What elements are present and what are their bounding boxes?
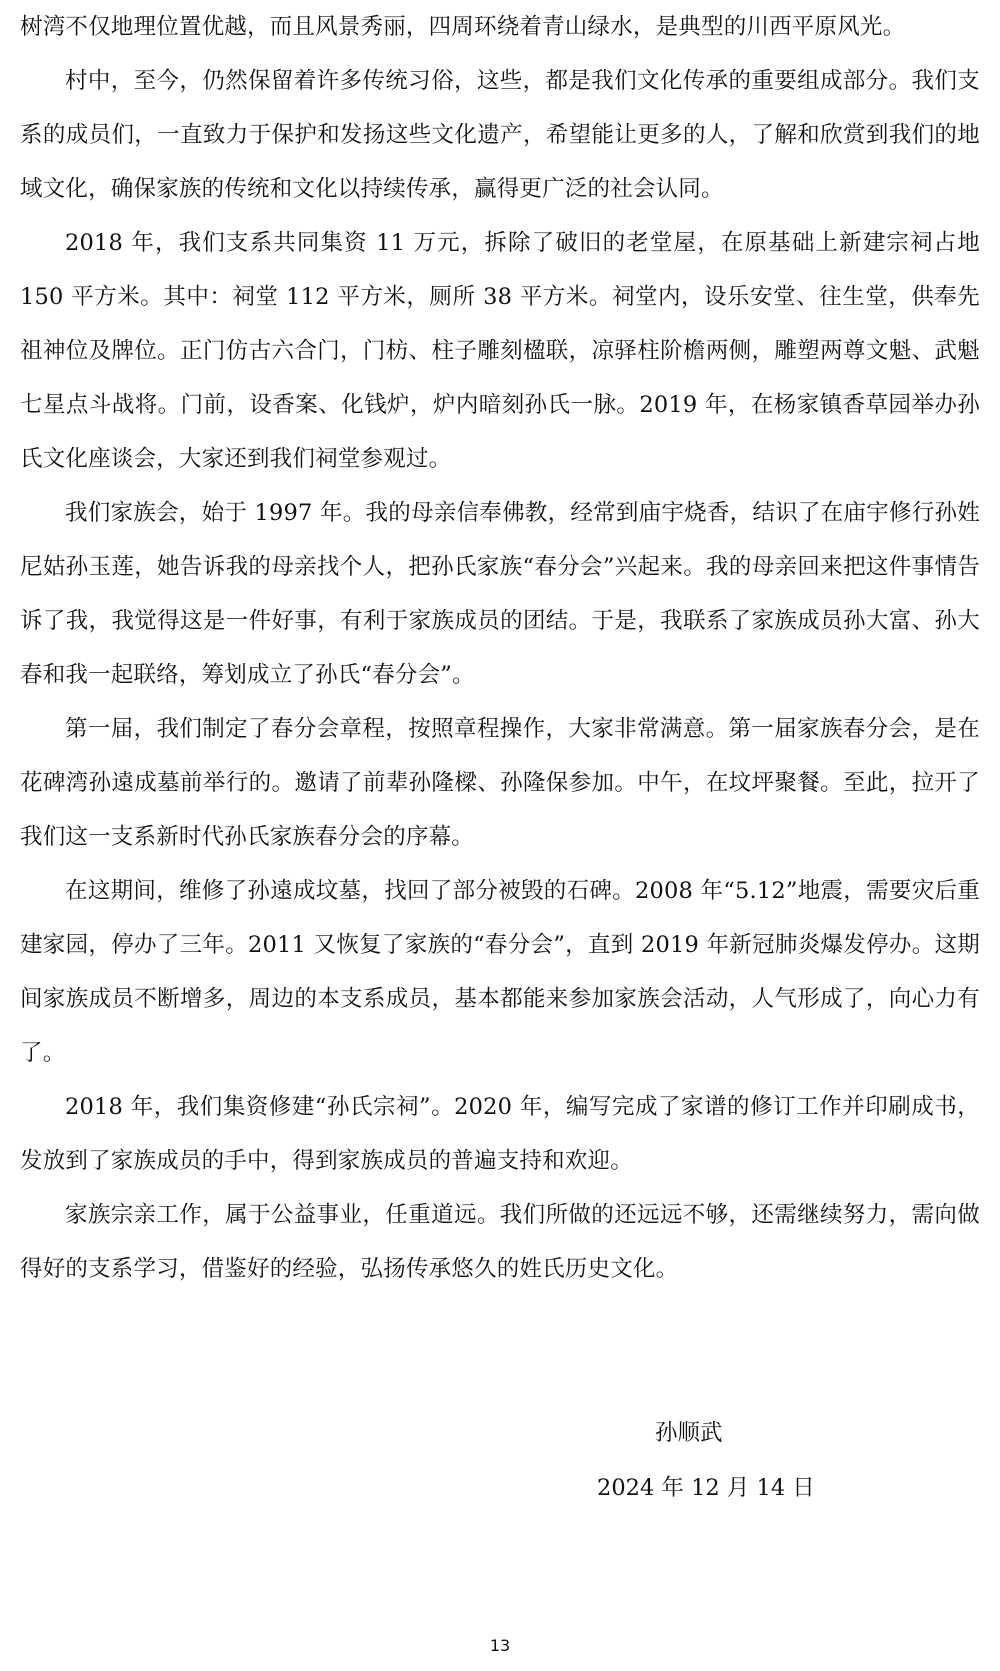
paragraph-2: 村中，至今，仍然保留着许多传统习俗，这些，都是我们文化传承的重要组成部分。我们支系的成员们，一直致力于保护和发扬这些文化遗产，希望能让更多的人，了解和欣赏到我们的地域文化，确保家族的传统和文化以持续传承，赢得更广泛的社会认同。 (20, 68, 980, 202)
body-text (20, 0, 980, 1296)
signature-date: 2024 年 12 月 14 日 (597, 1475, 815, 1501)
author-signature: 孙顺武 (655, 1420, 723, 1446)
page-number: 13 (489, 1636, 511, 1655)
paragraph-5: 第一届，我们制定了春分会章程，按照章程操作，大家非常满意。第一届家族春分会，是在花碑湾孙遠成墓前举行的。邀请了前辈孙隆樑、孙隆保参加。中午，在坟坪聚餐。至此，拉开了我们这一支系新时代孙氏家族春分会的序幕。 (20, 716, 980, 850)
paragraph-8: 家族宗亲工作，属于公益事业，任重道远。我们所做的还远远不够，还需继续努力，需向做得好的支系学习，借鉴好的经验，弘扬传承悠久的姓氏历史文化。 (20, 1202, 980, 1282)
paragraph-4: 我们家族会，始于 1997 年。我的母亲信奉佛教，经常到庙宇烧香，结识了在庙宇修行孙姓尼姑孙玉莲，她告诉我的母亲找个人，把孙氏家族“春分会”兴起来。我的母亲回来把这件事情告诉了我，我觉得这是一件好事，有利于家族成员的团结。于是，我联系了家族成员孙大富、孙大春和我一起联络，筹划成立了孙氏“春分会”。 (20, 500, 980, 688)
paragraph-1: 树湾不仅地理位置优越，而且风景秀丽，四周环绕着青山绿水，是典型的川西平原风光。 (20, 14, 906, 40)
paragraph-6: 在这期间，维修了孙遠成坟墓，找回了部分被毁的石碑。2008 年“5.12”地震，需要灾后重建家园，停办了三年。2011 又恢复了家族的“春分会”，直到 2019 年新冠肺炎爆发停办。这期间家族成员不断增多，周边的本支系成员，基本都能来参加家族会活动，人气形成了，向心力有了。 (20, 878, 980, 1066)
paragraph-7: 2018 年，我们集资修建“孙氏宗祠”。2020 年，编写完成了家谱的修订工作并印刷成书，发放到了家族成员的手中，得到家族成员的普遍支持和欢迎。 (20, 1094, 980, 1174)
paragraph-3: 2018 年，我们支系共同集资 11 万元，拆除了破旧的老堂屋，在原基础上新建宗祠占地 150 平方米。其中：祠堂 112 平方米，厕所 38 平方米。祠堂内，设乐安堂、往生堂，供奉先祖神位及牌位。正门仿古六合门，门枋、柱子雕刻楹联，凉驿柱阶檐两侧，雕塑两尊文魁、武魁七星点斗战将。门前，设香案、化钱炉，炉内暗刻孙氏一脉。2019 年，在杨家镇香草园举办孙氏文化座谈会，大家还到我们祠堂参观过。 (20, 230, 980, 472)
